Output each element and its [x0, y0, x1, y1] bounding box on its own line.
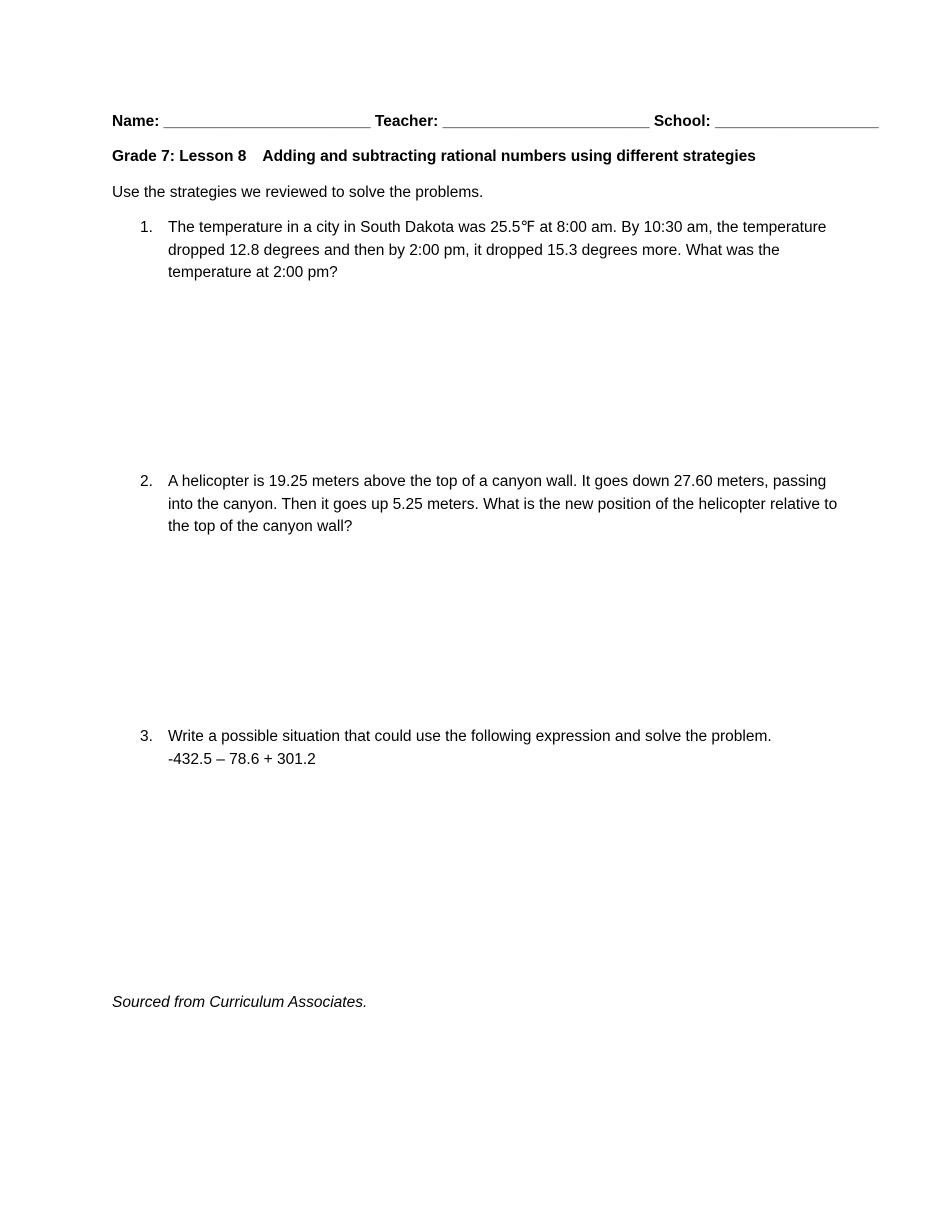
problem-2: [140, 471, 838, 539]
problem-body: [168, 726, 838, 771]
problem-3: [140, 726, 838, 771]
problem-number: 3.: [140, 728, 153, 745]
grade-lesson-label: Grade 7: Lesson 8: [112, 148, 247, 165]
problem-text: Write a possible situation that could use the following expression and solve the problem.: [168, 728, 772, 745]
source-credit: Sourced from Curriculum Associates.: [112, 994, 368, 1011]
problem-expression: -432.5 – 78.6 + 301.2: [168, 750, 316, 768]
worksheet-page: [112, 0, 879, 1230]
problem-1: [140, 217, 838, 285]
lesson-topic: Adding and subtracting rational numbers using different strategies: [262, 148, 756, 165]
lesson-title: [112, 147, 756, 167]
student-info-fields: Name: ________________________ Teacher: ________________________ School: ___________________: [112, 113, 879, 130]
problem-text: A helicopter is 19.25 meters above the top of a canyon wall. It goes down 27.60 meters, passing into the canyon. Then it goes up 5.25 meters. What is the new position of the helicopter relative to the top of the canyon wall?: [168, 473, 838, 535]
problem-number: 2.: [140, 473, 153, 490]
problem-text: The temperature in a city in South Dakota was 25.5℉ at 8:00 am. By 10:30 am, the temperature dropped 12.8 degrees and then by 2:00 pm, it dropped 15.3 degrees more. What was the temperature at 2:00 pm?: [168, 219, 827, 281]
problem-number: 1.: [140, 219, 153, 236]
instructions: Use the strategies we reviewed to solve the problems.: [112, 184, 484, 201]
